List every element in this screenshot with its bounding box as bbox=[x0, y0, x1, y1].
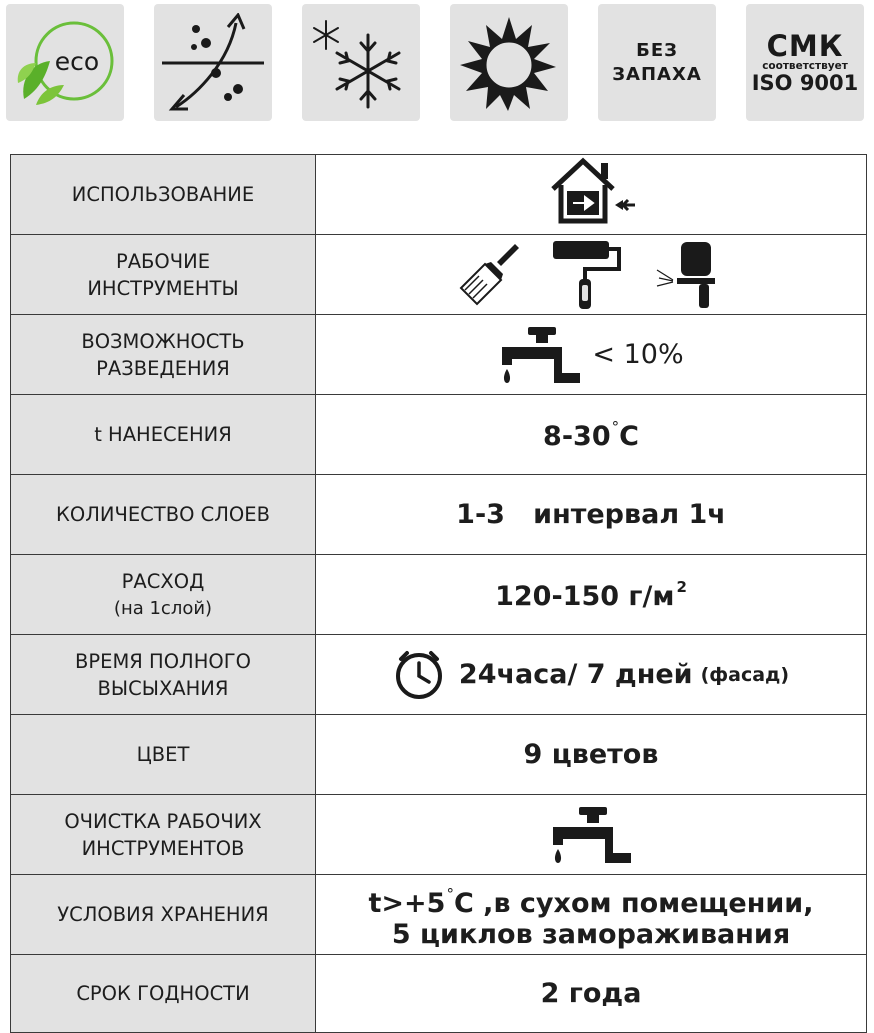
table-row bbox=[11, 315, 867, 395]
usage-label: ИСПОЛЬЗОВАНИЕ bbox=[11, 155, 316, 235]
table-row bbox=[11, 475, 867, 555]
temperature-label: t НАНЕСЕНИЯ bbox=[11, 395, 316, 475]
heat-resistant-badge bbox=[450, 4, 568, 121]
smk-iso-badge bbox=[746, 4, 864, 121]
smk-subtitle: соответствует bbox=[762, 59, 848, 72]
vapor-permeable-icon bbox=[158, 13, 268, 113]
paint-roller-icon bbox=[549, 239, 625, 311]
frost-resistant-badge bbox=[302, 4, 420, 121]
table-row bbox=[11, 235, 867, 315]
layers-value: 1-3 интервал 1ч bbox=[316, 475, 867, 555]
spray-gun-icon bbox=[655, 240, 725, 310]
snowflake-icon bbox=[306, 13, 416, 113]
table-row bbox=[11, 635, 867, 715]
table-row bbox=[11, 955, 867, 1033]
drying-label: ВРЕМЯ ПОЛНОГО ВЫСЫХАНИЯ bbox=[11, 635, 316, 715]
house-interior-icon bbox=[545, 155, 637, 227]
layers-label: КОЛИЧЕСТВО СЛОЕВ bbox=[11, 475, 316, 555]
spec-table bbox=[10, 154, 867, 1033]
table-row bbox=[11, 715, 867, 795]
table-row bbox=[11, 795, 867, 875]
vapor-permeable-badge bbox=[154, 4, 272, 121]
table-row bbox=[11, 875, 867, 955]
color-value: 9 цветов bbox=[316, 715, 867, 795]
brush-icon bbox=[457, 242, 519, 308]
shelf-life-value: 2 года bbox=[316, 955, 867, 1033]
eco-badge bbox=[6, 4, 124, 121]
cleaning-value bbox=[316, 795, 867, 875]
tools-value bbox=[316, 235, 867, 315]
smk-iso: ISO 9001 bbox=[751, 70, 859, 95]
table-row bbox=[11, 555, 867, 635]
eco-leaf-icon bbox=[10, 13, 120, 113]
dilution-percent: < 10% bbox=[592, 339, 684, 370]
drying-value: 24часа/ 7 дней (фасад) bbox=[316, 635, 867, 715]
faucet-icon bbox=[549, 805, 633, 865]
faucet-icon bbox=[498, 325, 582, 385]
smk-title: СМК bbox=[766, 28, 844, 63]
consumption-value: 120-150 г/м $^2$ bbox=[316, 555, 867, 635]
shelf-life-label: СРОК ГОДНОСТИ bbox=[11, 955, 316, 1033]
feature-badges bbox=[0, 0, 874, 126]
table-row bbox=[11, 395, 867, 475]
tools-label: РАБОЧИЕ ИНСТРУМЕНТЫ bbox=[11, 235, 316, 315]
color-label: ЦВЕТ bbox=[11, 715, 316, 795]
clock-icon bbox=[393, 649, 445, 701]
storage-value: t>+5°C ,в сухом помещении, 5 циклов замораживания bbox=[316, 875, 867, 955]
svg-text:eco: eco bbox=[54, 46, 100, 76]
dilution-label: ВОЗМОЖНОСТЬ РАЗВЕДЕНИЯ bbox=[11, 315, 316, 395]
no-odor-line2: ЗАПАХА bbox=[612, 63, 702, 85]
sun-icon bbox=[454, 13, 564, 113]
consumption-label: РАСХОД (на 1слой) bbox=[11, 555, 316, 635]
dilution-value bbox=[316, 315, 867, 395]
storage-label: УСЛОВИЯ ХРАНЕНИЯ bbox=[11, 875, 316, 955]
no-odor-line1: БЕЗ bbox=[636, 39, 678, 61]
temperature-value: 8-30°C bbox=[316, 395, 867, 475]
table-row bbox=[11, 155, 867, 235]
cleaning-label: ОЧИСТКА РАБОЧИХ ИНСТРУМЕНТОВ bbox=[11, 795, 316, 875]
no-odor-badge bbox=[598, 4, 716, 121]
usage-value bbox=[316, 155, 867, 235]
